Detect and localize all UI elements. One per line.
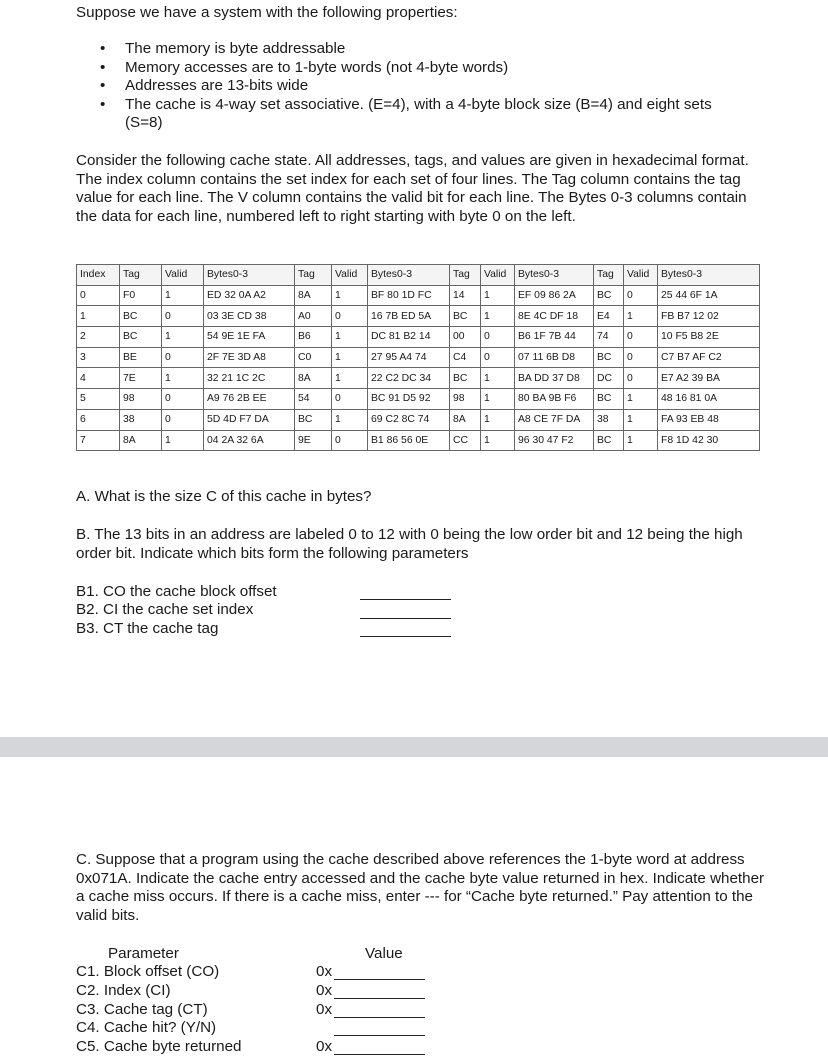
list-item: • Addresses are 13-bits wide bbox=[100, 77, 309, 95]
table-cell: 1 bbox=[481, 285, 515, 306]
table-cell: 0 bbox=[332, 430, 368, 451]
table-cell: 1 bbox=[481, 409, 515, 430]
table-row bbox=[77, 347, 760, 368]
properties-list bbox=[100, 40, 740, 133]
table-cell: 1 bbox=[624, 306, 658, 327]
table-cell: BC bbox=[450, 306, 481, 327]
table-cell: 1 bbox=[481, 306, 515, 327]
table-cell: 38 bbox=[594, 409, 624, 430]
table-cell: 1 bbox=[624, 409, 658, 430]
table-cell: B6 1F 7B 44 bbox=[515, 327, 594, 348]
c2-answer-blank[interactable] bbox=[334, 998, 425, 999]
column-header: Valid bbox=[624, 265, 658, 286]
table-row bbox=[77, 306, 760, 327]
table-cell: 8A bbox=[450, 409, 481, 430]
table-cell: 04 2A 32 6A bbox=[204, 430, 295, 451]
table-cell: 2F 7E 3D A8 bbox=[204, 347, 295, 368]
column-header: Valid bbox=[162, 265, 204, 286]
table-cell: 0 bbox=[332, 389, 368, 410]
table-cell: 3 bbox=[77, 347, 120, 368]
table-cell: 0 bbox=[624, 285, 658, 306]
table-row bbox=[77, 430, 760, 451]
table-cell: 6 bbox=[77, 409, 120, 430]
column-header: Tag bbox=[120, 265, 162, 286]
column-header: Valid bbox=[481, 265, 515, 286]
table-cell: C7 B7 AF C2 bbox=[658, 347, 760, 368]
table-cell: BA DD 37 D8 bbox=[515, 368, 594, 389]
b1-label: B1. CO the cache block offset bbox=[76, 583, 277, 600]
table-cell: 0 bbox=[624, 347, 658, 368]
table-cell: 98 bbox=[120, 389, 162, 410]
table-cell: 0 bbox=[77, 285, 120, 306]
table-cell: BC bbox=[594, 347, 624, 368]
table-cell: 03 3E CD 38 bbox=[204, 306, 295, 327]
value-header: Value bbox=[365, 945, 403, 962]
table-cell: 0 bbox=[162, 306, 204, 327]
table-cell: 5D 4D F7 DA bbox=[204, 409, 295, 430]
c1-label: C1. Block offset (CO) bbox=[76, 963, 220, 980]
table-cell: 8A bbox=[120, 430, 162, 451]
bullet-icon: • bbox=[100, 58, 106, 76]
b2-label: B2. CI the cache set index bbox=[76, 601, 254, 618]
table-cell: 0 bbox=[481, 327, 515, 348]
intro-text: Suppose we have a system with the following properties: bbox=[76, 4, 458, 21]
c3-answer-blank[interactable] bbox=[334, 1017, 425, 1018]
table-row bbox=[77, 409, 760, 430]
table-cell: E4 bbox=[594, 306, 624, 327]
column-header: Valid bbox=[332, 265, 368, 286]
table-cell: FB B7 12 02 bbox=[658, 306, 760, 327]
c4-answer-blank[interactable] bbox=[334, 1035, 425, 1036]
table-cell: 1 bbox=[77, 306, 120, 327]
column-header: Bytes0-3 bbox=[515, 265, 594, 286]
parameter-header: Parameter bbox=[108, 945, 179, 962]
table-cell: A9 76 2B EE bbox=[204, 389, 295, 410]
table-cell: 0 bbox=[624, 368, 658, 389]
table-cell: 1 bbox=[162, 327, 204, 348]
table-cell: 1 bbox=[162, 285, 204, 306]
table-cell: 5 bbox=[77, 389, 120, 410]
table-cell: 1 bbox=[162, 430, 204, 451]
table-cell: DC 81 B2 14 bbox=[368, 327, 450, 348]
table-cell: 7E bbox=[120, 368, 162, 389]
table-cell: 0 bbox=[162, 409, 204, 430]
table-cell: A0 bbox=[295, 306, 332, 327]
table-cell: BC bbox=[450, 368, 481, 389]
page-divider bbox=[0, 737, 828, 757]
table-cell: 2 bbox=[77, 327, 120, 348]
table-cell: C4 bbox=[450, 347, 481, 368]
b1-answer-blank[interactable] bbox=[360, 599, 451, 600]
column-header: Tag bbox=[594, 265, 624, 286]
table-cell: F0 bbox=[120, 285, 162, 306]
table-cell: 54 bbox=[295, 389, 332, 410]
table-cell: 4 bbox=[77, 368, 120, 389]
table-cell: EF 09 86 2A bbox=[515, 285, 594, 306]
table-cell: ED 32 0A A2 bbox=[204, 285, 295, 306]
c4-label: C4. Cache hit? (Y/N) bbox=[76, 1019, 217, 1036]
table-cell: 80 BA 9B F6 bbox=[515, 389, 594, 410]
table-cell: A8 CE 7F DA bbox=[515, 409, 594, 430]
table-row bbox=[77, 285, 760, 306]
column-header: Index bbox=[77, 265, 120, 286]
list-item: • The cache is 4-way set associative. (E=4), with a 4-byte block size (B=4) and eight sets (S=8) bbox=[100, 95, 712, 132]
bullet-icon: • bbox=[100, 95, 106, 113]
table-cell: CC bbox=[450, 430, 481, 451]
table-row bbox=[77, 389, 760, 410]
table-cell: 1 bbox=[332, 368, 368, 389]
table-cell: 1 bbox=[332, 285, 368, 306]
table-cell: BC bbox=[120, 327, 162, 348]
table-cell: 54 9E 1E FA bbox=[204, 327, 295, 348]
table-cell: BC 91 D5 92 bbox=[368, 389, 450, 410]
table-cell: 69 C2 8C 74 bbox=[368, 409, 450, 430]
table-cell: 1 bbox=[481, 389, 515, 410]
table-cell: 0 bbox=[332, 306, 368, 327]
table-cell: 00 bbox=[450, 327, 481, 348]
c5-answer-blank[interactable] bbox=[334, 1054, 425, 1055]
question-c: C. Suppose that a program using the cache described above references the 1-byte word at address 0x071A. Indicate the cache entry accessed and the cache byte value returned in hex. Indicate whether a cache miss occurs. If there is a cache miss, enter --- for “Cache byte returned.” Pay attention to the valid bits. bbox=[76, 851, 765, 924]
table-cell: 07 11 6B D8 bbox=[515, 347, 594, 368]
question-a: A. What is the size C of this cache in bytes? bbox=[76, 488, 372, 505]
table-cell: 14 bbox=[450, 285, 481, 306]
table-cell: 8A bbox=[295, 285, 332, 306]
table-cell: BC bbox=[295, 409, 332, 430]
table-cell: BC bbox=[120, 306, 162, 327]
table-cell: 0 bbox=[624, 327, 658, 348]
table-row bbox=[77, 327, 760, 348]
table-cell: 74 bbox=[594, 327, 624, 348]
table-cell: 10 F5 B8 2E bbox=[658, 327, 760, 348]
table-cell: 1 bbox=[481, 368, 515, 389]
table-cell: 0 bbox=[481, 347, 515, 368]
table-cell: 38 bbox=[120, 409, 162, 430]
column-header: Tag bbox=[295, 265, 332, 286]
b2-answer-blank[interactable] bbox=[360, 618, 451, 619]
c2-prefix: 0x bbox=[316, 982, 333, 999]
cache-description: Consider the following cache state. All addresses, tags, and values are given in hexadecimal format. The index column contains the set index for each set of four lines. The Tag column contains the tag value for each line. The V column contains the valid bit for each line. The Bytes 0-3 columns contain the data for each line, numbered left to right starting with byte 0 on the left. bbox=[76, 152, 749, 225]
table-cell: BE bbox=[120, 347, 162, 368]
c5-label: C5. Cache byte returned bbox=[76, 1038, 242, 1055]
column-header: Bytes0-3 bbox=[368, 265, 450, 286]
b3-answer-blank[interactable] bbox=[360, 636, 451, 637]
list-item: • The memory is byte addressable bbox=[100, 40, 346, 57]
table-cell: 1 bbox=[624, 430, 658, 451]
table-cell: 9E bbox=[295, 430, 332, 451]
table-cell: DC bbox=[594, 368, 624, 389]
list-item: • Memory accesses are to 1-byte words (not 4-byte words) bbox=[100, 58, 509, 76]
table-cell: 27 95 A4 74 bbox=[368, 347, 450, 368]
bullet-icon: • bbox=[100, 77, 106, 95]
column-header: Bytes0-3 bbox=[658, 265, 760, 286]
table-cell: B6 bbox=[295, 327, 332, 348]
c5-prefix: 0x bbox=[316, 1038, 333, 1055]
table-cell: 1 bbox=[481, 430, 515, 451]
c3-label: C3. Cache tag (CT) bbox=[76, 1001, 208, 1018]
table-cell: 48 16 81 0A bbox=[658, 389, 760, 410]
c2-label: C2. Index (CI) bbox=[76, 982, 171, 999]
table-cell: 1 bbox=[162, 368, 204, 389]
table-cell: FA 93 EB 48 bbox=[658, 409, 760, 430]
cache-table bbox=[76, 264, 760, 451]
table-cell: 16 7B ED 5A bbox=[368, 306, 450, 327]
table-cell: 8A bbox=[295, 368, 332, 389]
table-cell: 1 bbox=[332, 327, 368, 348]
table-row bbox=[77, 368, 760, 389]
table-cell: B1 86 56 0E bbox=[368, 430, 450, 451]
c3-prefix: 0x bbox=[316, 1001, 333, 1018]
table-cell: F8 1D 42 30 bbox=[658, 430, 760, 451]
table-cell: BF 80 1D FC bbox=[368, 285, 450, 306]
question-b: B. The 13 bits in an address are labeled 0 to 12 with 0 being the low order bit and 12 being the high order bit. Indicate which bits form the following parameters bbox=[76, 526, 743, 562]
table-cell: 25 44 6F 1A bbox=[658, 285, 760, 306]
table-cell: 7 bbox=[77, 430, 120, 451]
column-header: Bytes0-3 bbox=[204, 265, 295, 286]
c1-prefix: 0x bbox=[316, 963, 333, 980]
table-cell: 98 bbox=[450, 389, 481, 410]
table-cell: 8E 4C DF 18 bbox=[515, 306, 594, 327]
table-header-row bbox=[77, 265, 760, 286]
b3-label: B3. CT the cache tag bbox=[76, 620, 219, 637]
table-cell: 0 bbox=[162, 389, 204, 410]
table-cell: E7 A2 39 BA bbox=[658, 368, 760, 389]
c1-answer-blank[interactable] bbox=[334, 979, 425, 980]
table-cell: BC bbox=[594, 430, 624, 451]
table-cell: 32 21 1C 2C bbox=[204, 368, 295, 389]
table-cell: 96 30 47 F2 bbox=[515, 430, 594, 451]
table-cell: 22 C2 DC 34 bbox=[368, 368, 450, 389]
table-cell: BC bbox=[594, 389, 624, 410]
bullet-icon: • bbox=[100, 40, 106, 57]
table-cell: 1 bbox=[332, 347, 368, 368]
table-cell: C0 bbox=[295, 347, 332, 368]
table-cell: 1 bbox=[332, 409, 368, 430]
table-cell: 1 bbox=[624, 389, 658, 410]
table-cell: BC bbox=[594, 285, 624, 306]
table-cell: 0 bbox=[162, 347, 204, 368]
column-header: Tag bbox=[450, 265, 481, 286]
